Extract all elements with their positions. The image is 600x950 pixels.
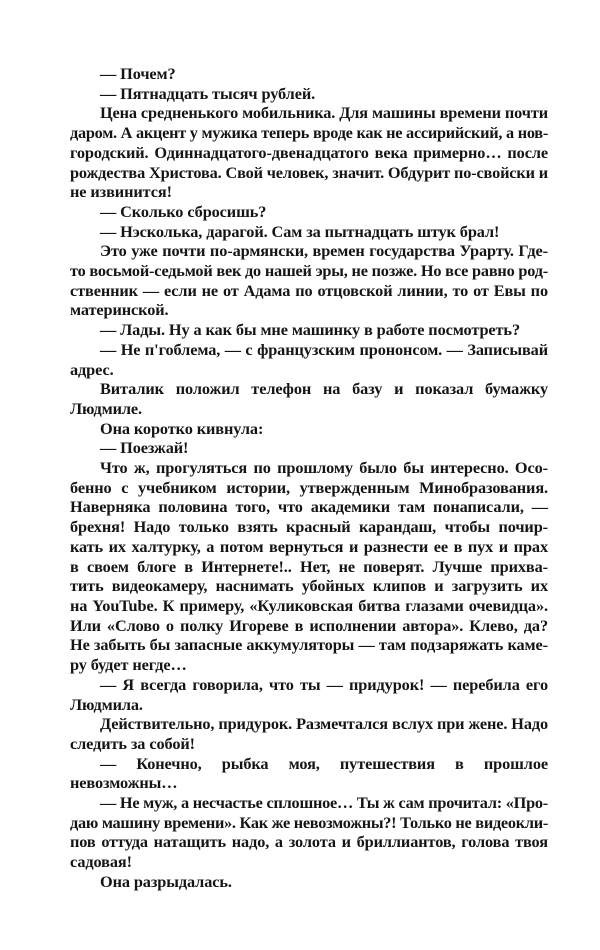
text-line-content: — Лады. Ну а как бы мне машинку в работе посмотреть?	[100, 320, 520, 340]
text-line-content: в своем блоге в Интернете!.. Нет, не поверят. Лучше прихва-	[70, 556, 548, 576]
paragraph	[70, 103, 548, 202]
paragraph	[70, 458, 548, 675]
text-line-content: — Сколько сбросишь?	[100, 201, 267, 221]
paragraph	[70, 754, 548, 793]
text-line-content: Людмиле.	[70, 398, 142, 418]
paragraph	[70, 714, 548, 753]
text-line	[70, 832, 548, 852]
text-line	[70, 813, 548, 833]
text-line-content: адрес.	[70, 359, 114, 379]
text-line	[70, 734, 548, 754]
paragraph	[70, 419, 548, 439]
text-line	[70, 695, 548, 715]
text-line	[70, 281, 548, 301]
text-line-content: городский. Одиннадцатого-двенадцатого века примерно… после	[70, 142, 548, 162]
paragraph	[70, 379, 548, 418]
text-line-content: даром. А акцент у мужика теперь вроде как не ассирийский, а нов-	[70, 123, 548, 143]
text-line-content: ру будет негде…	[70, 655, 187, 675]
text-line-content: материнской.	[70, 300, 169, 320]
text-line	[70, 675, 548, 695]
text-line-content: брехня! Надо только взять красный карандаш, чтобы почир-	[70, 517, 548, 537]
text-line-content: не извинится!	[70, 182, 172, 202]
text-line	[70, 320, 548, 340]
text-line	[70, 241, 548, 261]
text-line-content: — Нэсколька, дарагой. Сам за пытнадцать штук брал!	[100, 221, 500, 241]
text-line	[70, 300, 548, 320]
text-line	[70, 379, 548, 399]
text-line-content: Виталик положил телефон на базу и показал бумажку	[100, 379, 548, 399]
text-line-content: — Не муж, а несчастье сплошное… Ты ж сам прочитал: «Про-	[100, 793, 548, 813]
book-page-text	[70, 64, 548, 892]
paragraph	[70, 241, 548, 320]
text-line-content: — Не п'гоблема, — с французским прононсом. — Записывай	[100, 339, 548, 359]
text-line	[70, 872, 548, 892]
text-line-content: Наверняка половина того, что академики там понаписали, —	[70, 497, 548, 517]
text-line-content: тить видеокамеру, наснимать убойных клипов и загрузить их	[70, 576, 548, 596]
text-line	[70, 773, 548, 793]
paragraph	[70, 84, 548, 104]
text-line	[70, 84, 548, 104]
text-line-content: невозможны…	[70, 773, 178, 793]
text-line-content: — Я всегда говорила, что ты — придурок! — перебила его	[100, 674, 548, 694]
paragraph	[70, 202, 548, 222]
text-line-content: — Поезжай!	[100, 438, 189, 458]
text-line	[70, 202, 548, 222]
text-line	[70, 261, 548, 281]
paragraph	[70, 675, 548, 714]
text-line-content: Цена средненького мобильника. Для машины времени почти	[100, 103, 548, 123]
paragraph	[70, 793, 548, 872]
text-line	[70, 616, 548, 636]
text-line-content: рождества Христова. Свой человек, значит. Обдурит по-свойски и	[70, 162, 548, 182]
text-line	[70, 123, 548, 143]
text-line	[70, 793, 548, 813]
text-line-content: Это уже почти по-армянски, времен государства Урарту. Где-	[100, 241, 548, 261]
text-line	[70, 478, 548, 498]
text-line	[70, 754, 548, 774]
text-line	[70, 517, 548, 537]
text-line	[70, 438, 548, 458]
text-line-content: Или «Слово о полку Игореве в исполнении автора». Клево, да?	[70, 615, 548, 635]
text-line	[70, 103, 548, 123]
text-line-content: — Почем?	[100, 64, 176, 83]
text-line-content: Она разрыдалась.	[100, 871, 232, 891]
text-line-content: кать их халтурку, а потом вернуться и разнести ее в пух и прах	[70, 536, 548, 556]
text-line	[70, 635, 548, 655]
text-line	[70, 576, 548, 596]
text-line	[70, 143, 548, 163]
text-line-content: пов оттуда натащить надо, а золота и бриллиантов, голова твоя	[70, 832, 548, 852]
text-line-content: на YouTube. К примеру, «Куликовская битва глазами очевидца».	[70, 595, 548, 615]
text-line	[70, 182, 548, 202]
text-line	[70, 222, 548, 242]
text-line	[70, 360, 548, 380]
text-line-content: садовая!	[70, 852, 132, 872]
text-line	[70, 852, 548, 872]
text-line	[70, 64, 548, 84]
paragraph	[70, 222, 548, 242]
text-line	[70, 596, 548, 616]
text-line	[70, 458, 548, 478]
paragraph	[70, 64, 548, 84]
paragraph	[70, 438, 548, 458]
text-line	[70, 497, 548, 517]
text-line-content: ственник — если не от Адама по отцовской линии, то от Евы по	[70, 280, 548, 300]
text-line-content: то восьмой-седьмой век до нашей эры, не позже. Но все равно род-	[70, 261, 548, 281]
text-line	[70, 399, 548, 419]
text-line	[70, 163, 548, 183]
text-line-content: Людмила.	[70, 694, 143, 714]
text-line-content: Не забыть бы запасные аккумуляторы — там подзаряжать каме-	[70, 635, 548, 655]
text-line	[70, 655, 548, 675]
text-line-content: — Пятнадцать тысяч рублей.	[100, 83, 316, 103]
paragraph	[70, 320, 548, 340]
text-line-content: Что ж, прогуляться по прошлому было бы интересно. Осо-	[100, 458, 548, 478]
text-line-content: Действительно, придурок. Размечтался вслух при жене. Надо	[100, 714, 548, 734]
text-line-content: Она коротко кивнула:	[100, 418, 264, 438]
text-line	[70, 714, 548, 734]
text-line-content: даю машину времени». Как же невозможны?! Только не видеокли-	[70, 812, 548, 832]
text-line-content: — Конечно, рыбка моя, путешествия в прошлое	[100, 753, 548, 773]
text-line	[70, 340, 548, 360]
paragraph	[70, 872, 548, 892]
text-line-content: бенно с учебником истории, утвержденным Минобразования.	[70, 477, 548, 497]
text-line	[70, 537, 548, 557]
text-line	[70, 557, 548, 577]
text-line	[70, 419, 548, 439]
paragraph	[70, 340, 548, 379]
text-line-content: следить за собой!	[70, 733, 195, 753]
